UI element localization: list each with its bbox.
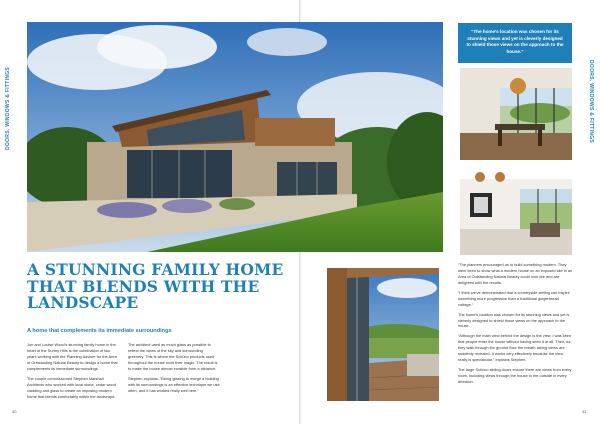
paragraph: The large Schüco sliding doors ensure there are views from every room, including views through the house to the outside in every direction. <box>458 367 572 384</box>
article-headline <box>27 262 327 312</box>
paragraph: “The planners encouraged us to build something modern. They were keen to show what a modern house on an exposed site in an Area of Outstanding Natural Beauty could look like and are delighted with the results. <box>458 262 573 285</box>
side-label-left: DOORS, WINDOWS & FITTINGS <box>5 66 11 150</box>
hero-house-photo <box>27 22 443 252</box>
living-room-photo <box>460 165 572 255</box>
dining-room-photo <box>460 68 572 160</box>
paragraph: “Although the main view behind the design is the view, I was keen that people enter the house without having seen it at all. Then, as they walk through the ground floor the breath-taking views are suddenly revealed. It works very effectively because the view really is spectacular,” explains Stephen. <box>458 333 572 363</box>
paragraph: The home’s location was chosen for its stunning views and yet is cleverly designed to shield those views on the approach to the house. <box>458 311 570 329</box>
body-column-2 <box>128 342 220 398</box>
paragraph: The architect used as much glass as possible to reflect the views of the sky and surrounding greenery. This is where the Schüco products used throughout the house work their magic. The result is to make the house almost invisible from a distance. <box>128 342 218 371</box>
page-number-right: 41 <box>582 409 587 414</box>
paragraph: The couple commissioned Stephen Marshall Architects who worked with local stone, cedar wood cladding and glass to create an imposing modern home that blends comfortably within the landscape. <box>27 375 116 399</box>
headline-line-3: LANDSCAPE <box>27 293 139 313</box>
balcony-view-photo <box>327 268 439 401</box>
headline-line-2: THAT BLENDS WITH THE <box>27 276 260 296</box>
paragraph: Jon and Louise Wood’s stunning family home in the heart of the Surrey Hills is the culmination of two years working with the Planning Adviser for the Area of Outstanding Natural Beauty to design a home that complements its immediate surroundings. <box>27 342 118 371</box>
page-number-left: 40 <box>12 409 17 414</box>
pull-quote-box: “The home’s location was chosen for its stunning views and yet is cleverly designed to shield those views on the approach to the house.” <box>458 23 572 63</box>
body-column-3 <box>458 262 573 389</box>
paragraph: “I think we’ve demonstrated that a countryside setting can inspire something more progressive than a traditional gingerbread cottage.” <box>458 289 570 307</box>
paragraph: Stephen explains, “Being glazing to merge a building with its surroundings is an effective technique we use often, and it has worked really well here.” <box>128 375 220 393</box>
standfirst: A home that complements its immediate surroundings <box>27 328 172 334</box>
body-column-1 <box>27 342 119 403</box>
side-label-right: DOORS, WINDOWS & FITTINGS <box>588 60 594 144</box>
headline-line-1: A STUNNING FAMILY HOME <box>27 260 284 279</box>
